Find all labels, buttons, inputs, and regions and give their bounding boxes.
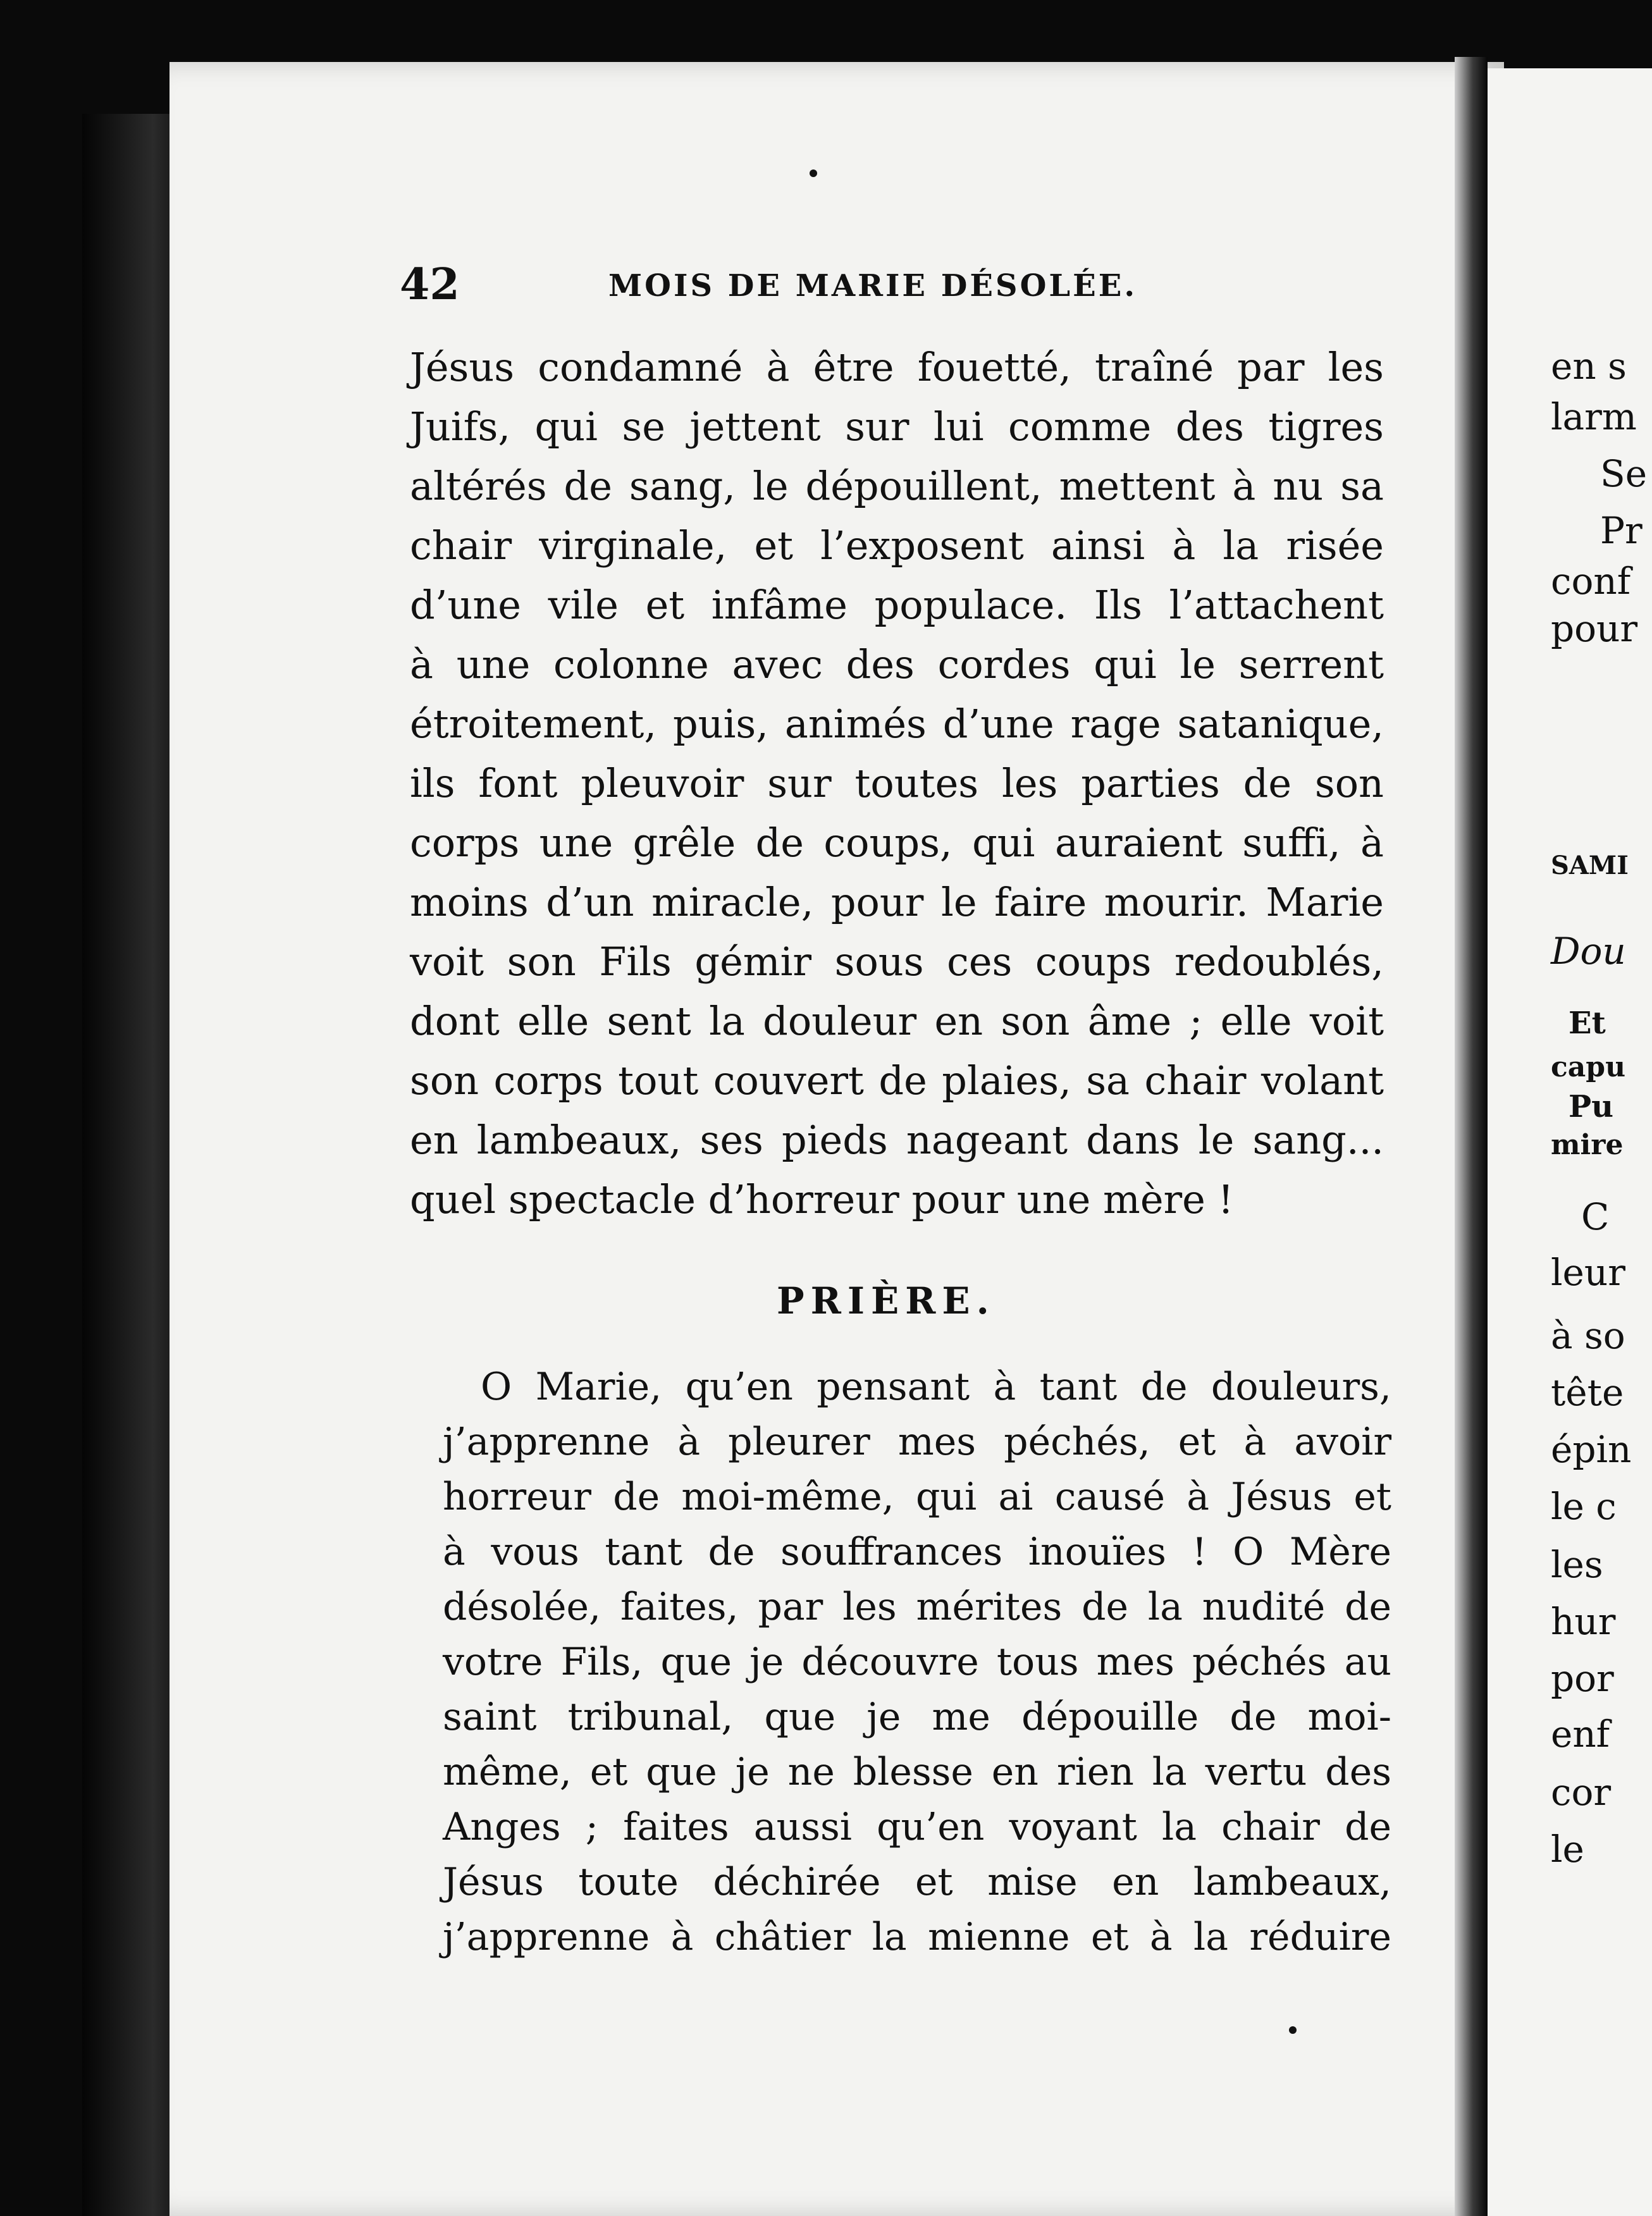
text-line: j’apprenne à pleurer mes péchés, et à avoir [443,1420,1391,1464]
main-paragraph [410,338,1384,1229]
print-speck [1289,2026,1297,2034]
facing-page-text: les [1551,1543,1603,1586]
text-line: Jésus condamné à être fouetté, traîné par les [410,344,1384,390]
facing-page-text: à so [1551,1314,1625,1357]
text-line: Juifs, qui se jettent sur lui comme des tigres [410,403,1384,450]
facing-page-text: Dou [1551,930,1626,973]
text-line: corps une grêle de coups, qui auraient suffi, à [410,820,1384,866]
text-line: Anges ; faites aussi qu’en voyant la chair de [443,1805,1391,1849]
facing-page-text: le [1551,1828,1584,1871]
facing-page-text: cor [1551,1771,1612,1814]
print-speck [810,169,817,177]
text-line: désolée, faites, par les mérites de la nudité de [443,1585,1391,1629]
page-number: 42 [400,259,460,310]
page-gutter [1455,57,1488,2216]
facing-page-text: Pu [1569,1089,1613,1124]
facing-page-text: tête [1551,1371,1624,1414]
text-line: étroitement, puis, animés d’une rage satanique, [410,701,1384,747]
text-line: en lambeaux, ses pieds nageant dans le sang... [410,1117,1384,1163]
facing-page-text: pour [1551,607,1638,650]
text-line: chair virginale, et l’exposent ainsi à la risée [410,522,1384,569]
text-line: j’apprenne à châtier la mienne et à la réduire [443,1915,1391,1959]
text-line: dont elle sent la douleur en son âme ; elle voit [410,998,1384,1044]
text-line: à une colonne avec des cordes qui le serrent [410,641,1384,687]
facing-page-text: larm [1551,395,1637,438]
text-line: ils font pleuvoir sur toutes les parties de son [410,760,1384,806]
facing-page-text: Et [1569,1006,1606,1041]
text-line: horreur de moi-même, qui ai causé à Jésus et [443,1475,1391,1519]
facing-page-text: C [1581,1195,1610,1238]
text-line: saint tribunal, que je me dépouille de moi- [443,1695,1391,1739]
facing-page-text: hur [1551,1600,1616,1643]
running-title: MOIS DE MARIE DÉSOLÉE. [608,268,1138,304]
text-line: son corps tout couvert de plaies, sa chair volant [410,1057,1384,1104]
prayer-heading: PRIÈRE. [777,1279,996,1322]
text-line: d’une vile et infâme populace. Ils l’attachent [410,582,1384,628]
facing-page-text: Pr [1600,509,1643,552]
text-line: O Marie, qu’en pensant à tant de douleurs, [481,1365,1391,1409]
facing-page-text: épin [1551,1428,1632,1471]
text-line: voit son Fils gémir sous ces coups redoublés, [410,939,1384,985]
facing-page-text: le c [1551,1485,1617,1528]
facing-page-text: por [1551,1657,1614,1700]
facing-page-text: enf [1551,1713,1610,1756]
prayer-paragraph [443,1360,1391,1965]
facing-page-text: capu [1551,1051,1626,1083]
text-line: à vous tant de souffrances inouïes ! O Mère [443,1530,1391,1574]
page-header [400,259,1298,316]
facing-page-text: Se [1600,452,1648,495]
facing-page-text: leur [1551,1251,1625,1294]
facing-page-text: conf [1551,560,1631,603]
facing-page-text: SAMI [1551,851,1629,880]
facing-page-text: mire [1551,1129,1624,1161]
text-line: même, et que je ne blesse en rien la vertu des [443,1750,1391,1794]
text-line: votre Fils, que je découvre tous mes péchés au [443,1640,1391,1684]
text-line: quel spectacle d’horreur pour une mère ! [410,1176,1234,1222]
book-spine-shadow [82,114,183,2216]
facing-page-text: en s [1551,345,1627,388]
text-line: Jésus toute déchirée et mise en lambeaux, [443,1860,1391,1904]
text-line: moins d’un miracle, pour le faire mourir. Marie [410,879,1384,925]
text-line: altérés de sang, le dépouillent, mettent à nu sa [410,463,1384,509]
